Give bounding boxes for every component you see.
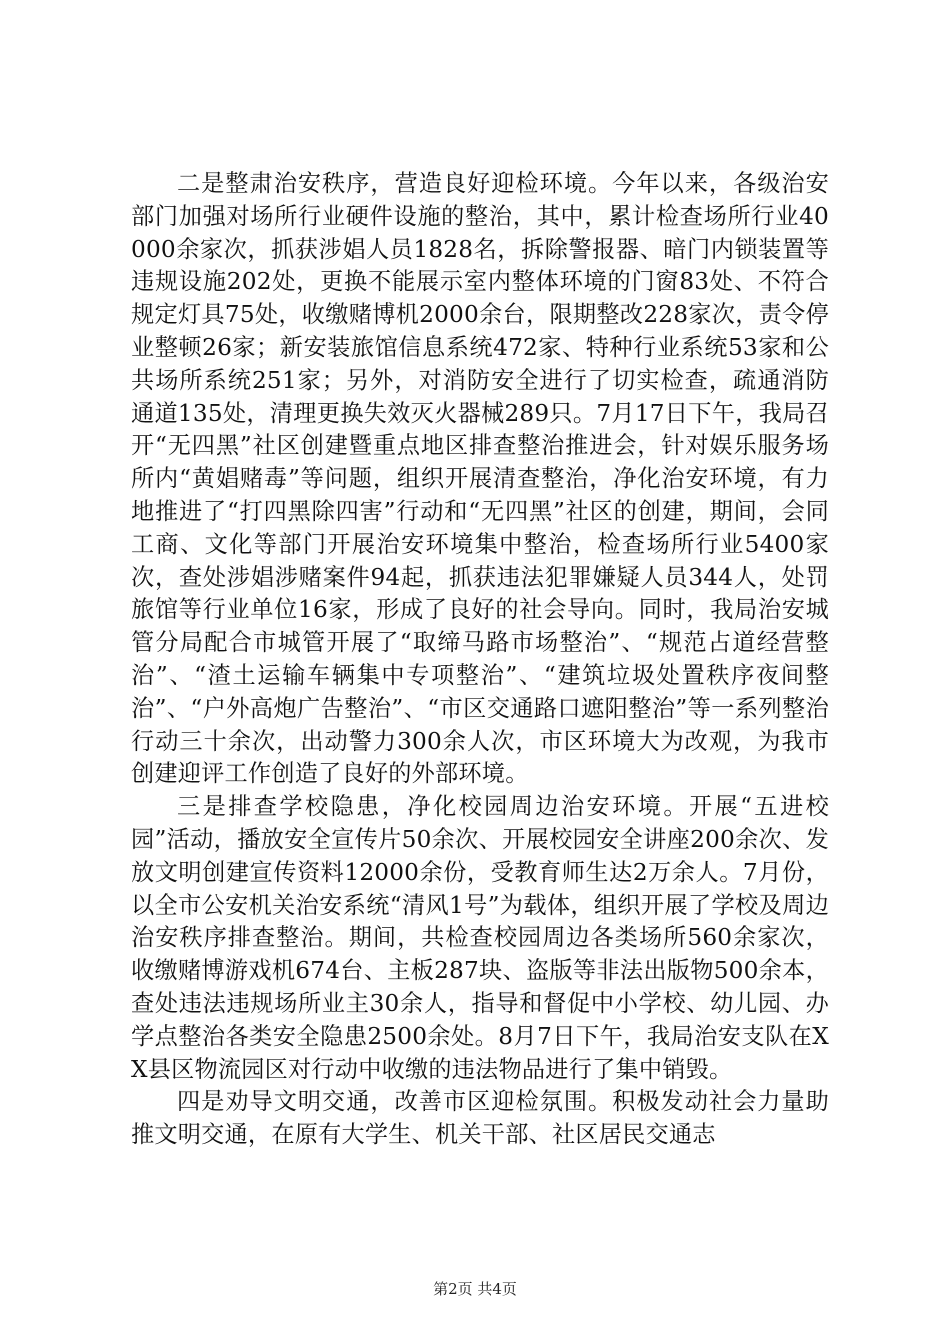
page-number-footer: 第2页 共4页 bbox=[433, 1280, 517, 1298]
paragraph-civilized-traffic: 四是劝导文明交通，改善市区迎检氛围。积极发动社会力量助推文明交通，在原有大学生、机关干部、社区居民交通志 bbox=[131, 1088, 829, 1149]
document-body bbox=[131, 168, 829, 1152]
paragraph-school-safety: 三是排查学校隐患，净化校园周边治安环境。开展“五进校园”活动，播放安全宣传片50余次、开展校园安全讲座200余次、发放文明创建宣传资料12000余份，受教育师生达2万余人。7月份，以全市公安机关治安系统“清风1号”为载体，组织开展了学校及周边治安秩序排查整治。期间，共检查校园周边各类场所560余家次，收缴赌博游戏机674台、主板287块、盗版等非法出版物500余本，查处违法违规场所业主30余人，指导和督促中小学校、幼儿园、办学点整治各类安全隐患2500余处。8月7日下午，我局治安支队在XX县区物流园区对行动中收缴的违法物品进行了集中销毁。 bbox=[131, 793, 829, 1083]
paragraph-public-order: 二是整肃治安秩序，营造良好迎检环境。今年以来，各级治安部门加强对场所行业硬件设施的整治，其中，累计检查场所行业40000余家次，抓获涉娼人员1828名，拆除警报器、暗门内锁装置等违规设施202处，更换不能展示室内整体环境的门窗83处、不符合规定灯具75处，收缴赌博机2000余台，限期整改228家次，责令停业整顿26家；新安装旅馆信息系统472家、特种行业系统53家和公共场所系统251家；另外，对消防安全进行了切实检查，疏通消防通道135处，清理更换失效灭火器械289只。7月17日下午，我局召开“无四黑”社区创建暨重点地区排查整治推进会，针对娱乐服务场所内“黄娼赌毒”等问题，组织开展清查整治，净化治安环境，有力地推进了“打四黑除四害”行动和“无四黑”社区的创建，期间，会同工商、文化等部门开展治安环境集中整治，检查场所行业5400家次，查处涉娼涉赌案件94起，抓获违法犯罪嫌疑人员344人，处罚旅馆等行业单位16家，形成了良好的社会导向。同时，我局治安城管分局配合市城管开展了“取缔马路市场整治”、“规范占道经营整治”、“渣土运输车辆集中专项整治”、“建筑垃圾处置秩序夜间整治”、“户外高炮广告整治”、“市区交通路口遮阳整治”等一系列整治行动三十余次，出动警力300余人次，市区环境大为改观，为我市创建迎评工作创造了良好的外部环境。 bbox=[131, 170, 829, 788]
